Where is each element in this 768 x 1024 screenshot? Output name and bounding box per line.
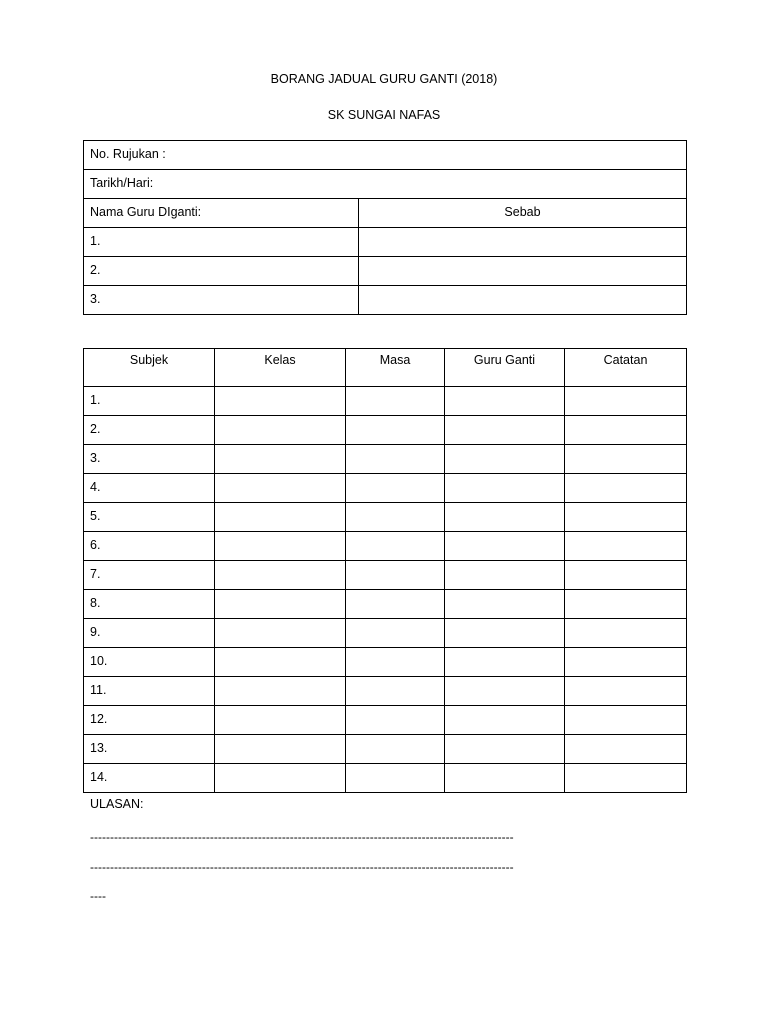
time-cell[interactable] [346, 416, 445, 445]
notes-cell[interactable] [565, 416, 687, 445]
subject-cell[interactable]: 14. [84, 764, 215, 793]
time-cell[interactable] [346, 648, 445, 677]
substitute-teacher-cell[interactable] [445, 648, 565, 677]
substitute-teacher-cell[interactable] [445, 503, 565, 532]
table-row [84, 387, 687, 416]
subject-cell[interactable]: 3. [84, 445, 215, 474]
class-cell[interactable] [215, 706, 346, 735]
notes-cell[interactable] [565, 474, 687, 503]
time-cell[interactable] [346, 677, 445, 706]
subject-cell[interactable]: 10. [84, 648, 215, 677]
time-cell[interactable] [346, 445, 445, 474]
subject-cell[interactable]: 9. [84, 619, 215, 648]
reason-cell[interactable] [359, 286, 687, 315]
table-row [84, 445, 687, 474]
table-row [84, 503, 687, 532]
subject-cell[interactable]: 11. [84, 677, 215, 706]
subject-cell[interactable]: 6. [84, 532, 215, 561]
school-name: SK SUNGAI NAFAS [327, 108, 441, 122]
notes-cell[interactable] [565, 648, 687, 677]
column-header-substitute-teacher: Guru Ganti [445, 349, 565, 387]
table-row [84, 677, 687, 706]
substitute-teacher-cell[interactable] [445, 387, 565, 416]
reason-cell[interactable] [359, 257, 687, 286]
table-row [84, 474, 687, 503]
substitute-teacher-cell[interactable] [445, 474, 565, 503]
teacher-row [84, 257, 687, 286]
class-cell[interactable] [215, 474, 346, 503]
substitute-teacher-cell[interactable] [445, 764, 565, 793]
class-cell[interactable] [215, 590, 346, 619]
schedule-table [83, 348, 687, 793]
table-row [84, 764, 687, 793]
teacher-row [84, 228, 687, 257]
substitute-teacher-cell[interactable] [445, 706, 565, 735]
date-row [84, 170, 687, 199]
comments-line[interactable]: ---------------------------------------------------------------------------------------------------------- [90, 860, 514, 874]
table-row [84, 648, 687, 677]
schedule-header-row [84, 349, 687, 387]
time-cell[interactable] [346, 706, 445, 735]
subject-cell[interactable]: 8. [84, 590, 215, 619]
notes-cell[interactable] [565, 677, 687, 706]
time-cell[interactable] [346, 561, 445, 590]
substitute-teacher-cell[interactable] [445, 561, 565, 590]
date-field[interactable]: Tarikh/Hari: [84, 170, 687, 199]
subject-cell[interactable]: 4. [84, 474, 215, 503]
table-row [84, 619, 687, 648]
teacher-name-cell[interactable]: 1. [84, 228, 359, 257]
teacher-name-cell[interactable]: 3. [84, 286, 359, 315]
table-row [84, 416, 687, 445]
notes-cell[interactable] [565, 561, 687, 590]
subject-cell[interactable]: 13. [84, 735, 215, 764]
info-table [83, 140, 687, 315]
time-cell[interactable] [346, 619, 445, 648]
class-cell[interactable] [215, 677, 346, 706]
reason-header: Sebab [359, 199, 687, 228]
class-cell[interactable] [215, 503, 346, 532]
info-header-row [84, 199, 687, 228]
table-row [84, 735, 687, 764]
substitute-teacher-cell[interactable] [445, 590, 565, 619]
class-cell[interactable] [215, 532, 346, 561]
column-header-time: Masa [346, 349, 445, 387]
substitute-teacher-cell[interactable] [445, 735, 565, 764]
table-row [84, 532, 687, 561]
notes-cell[interactable] [565, 532, 687, 561]
substitute-teacher-cell[interactable] [445, 619, 565, 648]
time-cell[interactable] [346, 503, 445, 532]
class-cell[interactable] [215, 561, 346, 590]
notes-cell[interactable] [565, 590, 687, 619]
table-row [84, 706, 687, 735]
notes-cell[interactable] [565, 619, 687, 648]
comments-label: ULASAN: [90, 797, 144, 811]
class-cell[interactable] [215, 416, 346, 445]
time-cell[interactable] [346, 387, 445, 416]
time-cell[interactable] [346, 735, 445, 764]
column-header-class: Kelas [215, 349, 346, 387]
column-header-subject: Subjek [84, 349, 215, 387]
class-cell[interactable] [215, 387, 346, 416]
subject-cell[interactable]: 5. [84, 503, 215, 532]
table-row [84, 561, 687, 590]
substitute-teacher-cell[interactable] [445, 677, 565, 706]
notes-cell[interactable] [565, 503, 687, 532]
class-cell[interactable] [215, 648, 346, 677]
time-cell[interactable] [346, 590, 445, 619]
notes-cell[interactable] [565, 764, 687, 793]
reference-row [84, 141, 687, 170]
class-cell[interactable] [215, 735, 346, 764]
teacher-name-header: Nama Guru DIganti: [84, 199, 359, 228]
time-cell[interactable] [346, 474, 445, 503]
teacher-row [84, 286, 687, 315]
notes-cell[interactable] [565, 387, 687, 416]
substitute-teacher-cell[interactable] [445, 445, 565, 474]
column-header-notes: Catatan [565, 349, 687, 387]
table-row [84, 590, 687, 619]
class-cell[interactable] [215, 445, 346, 474]
form-title: BORANG JADUAL GURU GANTI (2018) [270, 72, 498, 86]
reference-field[interactable]: No. Rujukan : [84, 141, 687, 170]
notes-cell[interactable] [565, 445, 687, 474]
reason-cell[interactable] [359, 228, 687, 257]
comments-line[interactable]: ---------------------------------------------------------------------------------------------------------- [90, 830, 514, 844]
subject-cell[interactable]: 12. [84, 706, 215, 735]
notes-cell[interactable] [565, 735, 687, 764]
subject-cell[interactable]: 1. [84, 387, 215, 416]
class-cell[interactable] [215, 619, 346, 648]
subject-cell[interactable]: 7. [84, 561, 215, 590]
time-cell[interactable] [346, 532, 445, 561]
notes-cell[interactable] [565, 706, 687, 735]
class-cell[interactable] [215, 764, 346, 793]
substitute-teacher-cell[interactable] [445, 416, 565, 445]
teacher-name-cell[interactable]: 2. [84, 257, 359, 286]
comments-line[interactable]: ---- [90, 889, 106, 903]
substitute-teacher-cell[interactable] [445, 532, 565, 561]
subject-cell[interactable]: 2. [84, 416, 215, 445]
time-cell[interactable] [346, 764, 445, 793]
